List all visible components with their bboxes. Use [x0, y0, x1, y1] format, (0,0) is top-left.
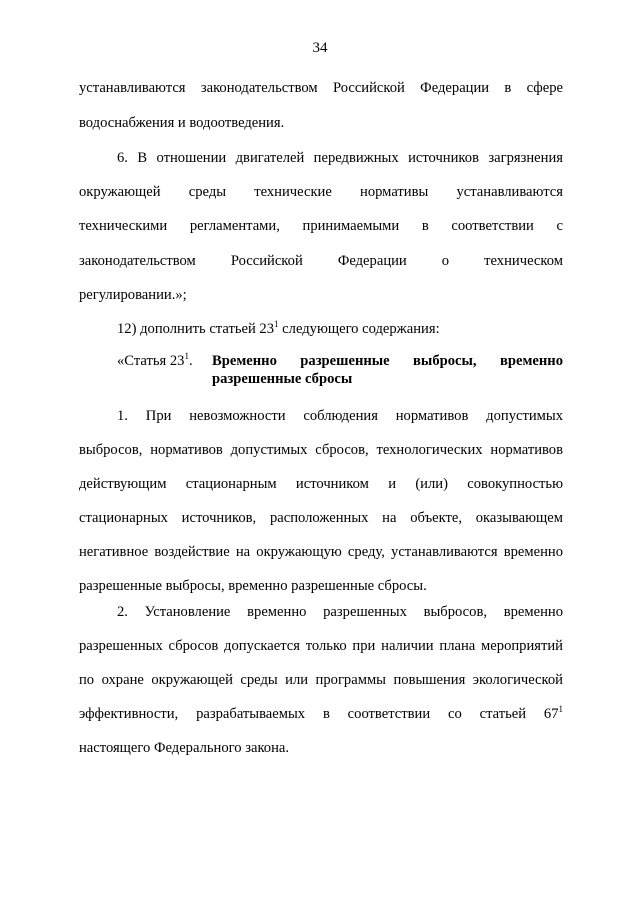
text-line: законодательством Российской Федерации о техническом — [79, 253, 563, 269]
article-label-text: «Статья 23 — [117, 353, 185, 369]
text-line: настоящего Федерального закона. — [79, 740, 290, 756]
text-line: по охране окружающей среды или программы повышения экологической — [79, 672, 563, 688]
text-line: действующим стационарным источником и (или) совокупностью — [79, 476, 563, 492]
text-line: 1. При невозможности соблюдения нормативов допустимых — [117, 408, 563, 424]
article-label — [117, 352, 193, 370]
superscript: 1 — [184, 351, 189, 361]
text-line: водоснабжения и водоотведения. — [79, 115, 285, 131]
text-line: регулировании.»; — [79, 287, 187, 303]
text-line: устанавливаются законодательством Российской Федерации в сфере — [79, 80, 563, 96]
page-number: 34 — [312, 40, 328, 56]
item-12-text-end: следующего содержания: — [278, 321, 440, 337]
superscript: 1 — [558, 704, 563, 714]
text-line: техническими регламентами, принимаемыми в соответствии с — [79, 218, 563, 234]
text-line: окружающей среды технические нормативы устанавливаются — [79, 184, 563, 200]
text-line — [79, 705, 563, 723]
item-12 — [117, 320, 563, 338]
text-line: 2. Установление временно разрешенных выбросов, временно — [117, 604, 563, 620]
text-line: стационарных источников, расположенных на объекте, оказывающем — [79, 510, 563, 526]
article-heading-line: Временно разрешенные выбросы, временно — [212, 353, 563, 369]
text-line: выбросов, нормативов допустимых сбросов, технологических нормативов — [79, 442, 563, 458]
superscript: 1 — [274, 319, 279, 329]
article-heading — [212, 352, 563, 388]
text-line: разрешенные выбросы, временно разрешенные сбросы. — [79, 578, 427, 594]
article-label-dot: . — [188, 353, 193, 369]
item-12-text: 12) дополнить статьей 23 — [117, 321, 275, 337]
text-line: негативное воздействие на окружающую среду, устанавливаются временно — [79, 544, 563, 560]
text-line: разрешенных сбросов допускается только при наличии плана мероприятий — [79, 638, 563, 654]
text-line-part: эффективности, разрабатываемых в соответствии со статьей 67 — [79, 706, 559, 722]
text-line: 6. В отношении двигателей передвижных источников загрязнения — [117, 150, 563, 166]
article-heading-line: разрешенные сбросы — [212, 371, 353, 387]
